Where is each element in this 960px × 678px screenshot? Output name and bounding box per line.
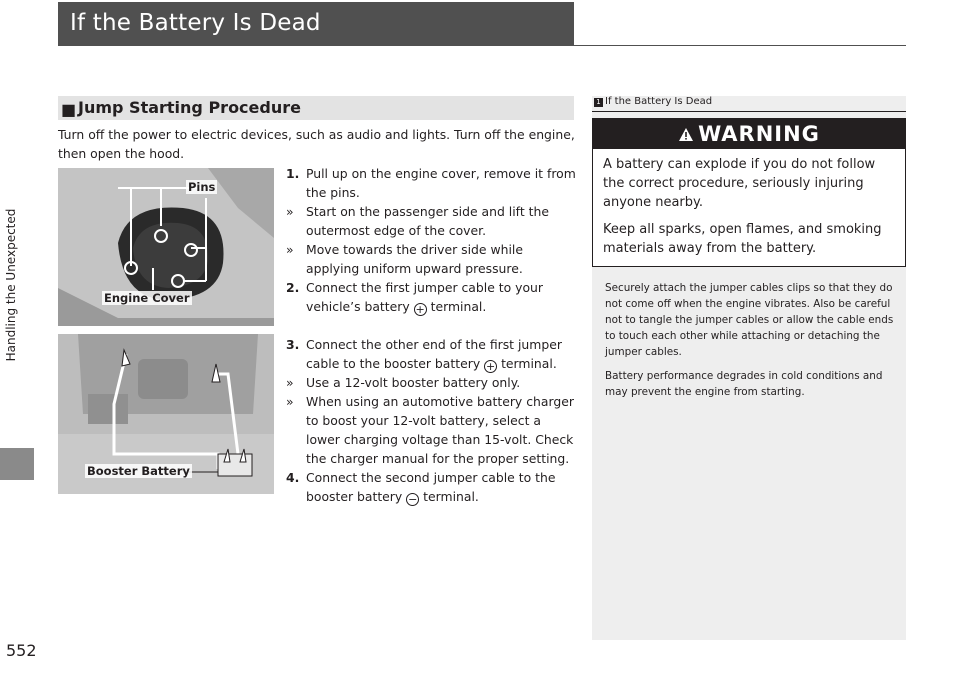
section-title: Jump Starting Procedure [78, 98, 301, 117]
reference-note: Battery performance degrades in cold conditions and may prevent the engine from starting. [605, 370, 883, 398]
minus-terminal-icon: − [408, 493, 418, 506]
warning-triangle-icon [678, 127, 694, 142]
step-text-end: terminal. [430, 299, 487, 314]
step-text-end: terminal. [423, 489, 479, 504]
engine-cover-callout: Engine Cover [104, 291, 190, 305]
step-number: 3. [286, 337, 300, 352]
pins-callout: Pins [188, 180, 216, 194]
reference-heading [592, 96, 906, 112]
step-text: Pull up on the engine cover, remove it from the pins. [306, 166, 576, 200]
warning-header [593, 119, 905, 149]
side-tab-marker [0, 448, 34, 480]
title-rule [574, 45, 906, 46]
step-number: 2. [286, 280, 300, 295]
step-text: Connect the first jumper cable to your vehicle’s battery [306, 280, 543, 314]
step-note-text: Use a 12-volt booster battery only. [306, 375, 521, 390]
step-note-text: Move towards the driver side while applying uniform upward pressure. [306, 242, 523, 276]
step-3-note-2 [266, 392, 578, 468]
warning-title: WARNING [698, 122, 820, 146]
step-text: Connect the second jumper cable to the booster battery [306, 470, 556, 504]
section-heading [58, 96, 574, 120]
warning-paragraph: A battery can explode if you do not follow the correct procedure, seriously injuring anyone nearby. [603, 157, 876, 210]
plus-terminal-icon: + [415, 303, 425, 316]
arrow-icon: » [286, 204, 294, 219]
step-1-note-2 [266, 240, 578, 278]
step-note-text: When using an automotive battery charger to boost your 12-volt battery, select a lower charging voltage than 15-volt. Check the charger manual for the proper setting. [306, 394, 574, 466]
step-2 [286, 278, 578, 316]
reference-note: Securely attach the jumper cables clips so that they do not come off when the engine vibrates. Also be careful not to tangle the jumper cables or allow the cable ends to touch each other while attaching or detaching the jumper cables. [605, 282, 894, 358]
booster-battery-figure [58, 334, 274, 494]
step-note-text: Start on the passenger side and lift the outermost edge of the cover. [306, 204, 549, 238]
warning-box [592, 118, 906, 267]
arrow-icon: » [286, 375, 294, 390]
engine-cover-figure [58, 168, 274, 326]
step-1-note-1 [266, 202, 578, 240]
warning-paragraph: Keep all sparks, open flames, and smoking materials away from the battery. [603, 222, 882, 256]
arrow-icon: » [286, 394, 294, 409]
step-text: Connect the other end of the first jumper cable to the booster battery [306, 337, 562, 371]
reference-title: If the Battery Is Dead [605, 96, 713, 107]
plus-terminal-icon: + [486, 360, 496, 373]
reference-notes [605, 280, 897, 400]
intro-text: Turn off the power to electric devices, such as audio and lights. Turn off the engine, then open the hood. [58, 127, 575, 161]
warning-body [603, 155, 899, 258]
arrow-icon: » [286, 242, 294, 257]
step-number: 4. [286, 470, 300, 485]
step-1 [286, 164, 578, 202]
side-tab-label: Handling the Unexpected [4, 208, 18, 362]
step-3-note-1 [266, 373, 578, 392]
step-3 [286, 335, 578, 373]
step-number: 1. [286, 166, 300, 181]
step-text-end: terminal. [501, 356, 557, 371]
side-tab [3, 120, 19, 450]
booster-battery-callout: Booster Battery [87, 464, 190, 478]
procedure-steps [286, 164, 578, 506]
section-marker-icon: ■ [61, 100, 77, 119]
reference-marker-icon: 1 [594, 98, 603, 107]
step-4 [286, 468, 578, 506]
title-bar [58, 2, 574, 46]
page-title: If the Battery Is Dead [70, 10, 321, 36]
page-number: 552 [6, 641, 37, 660]
